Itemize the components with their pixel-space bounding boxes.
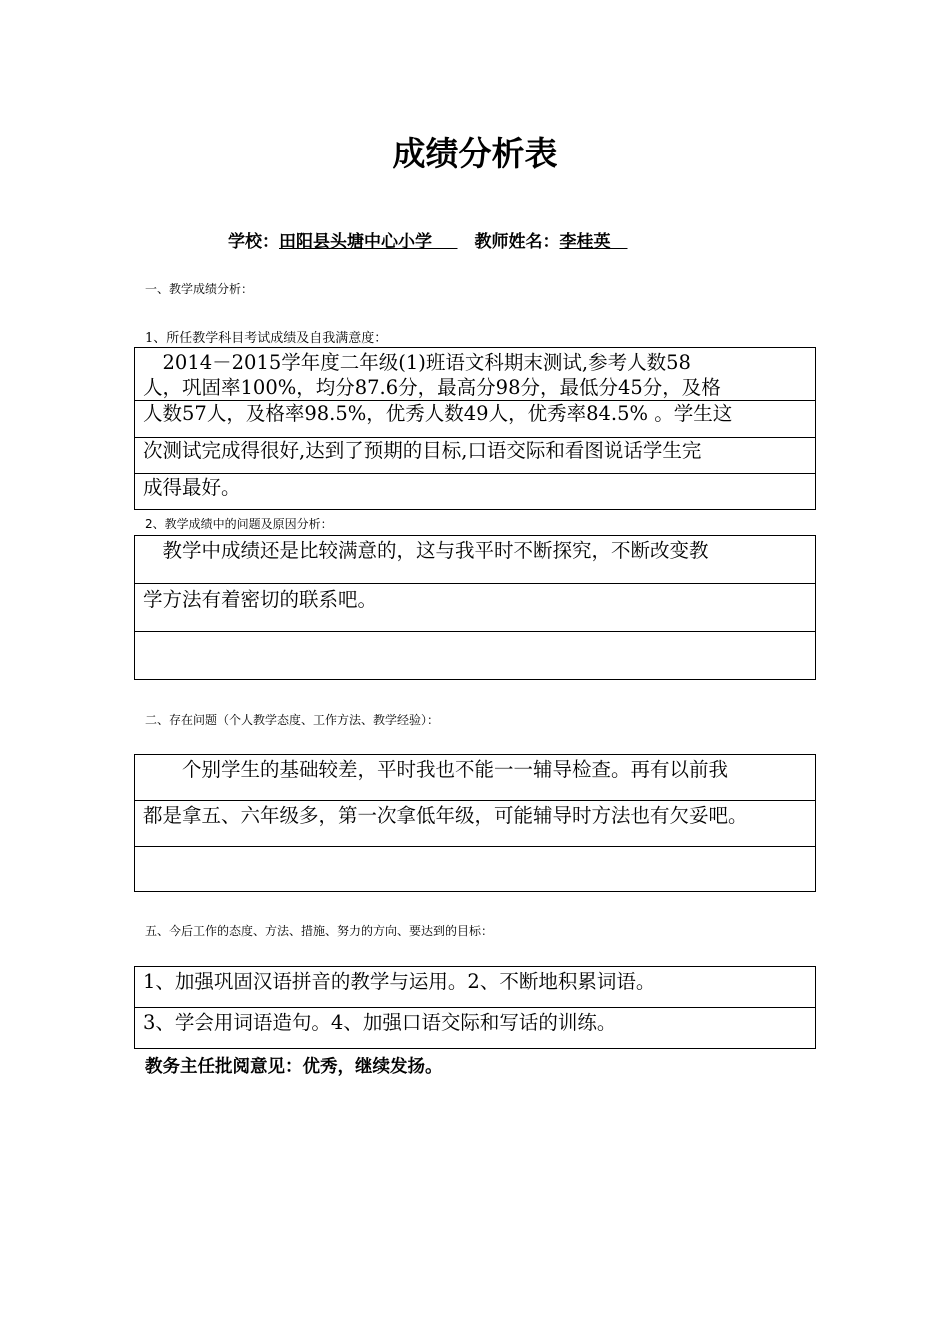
q1-answer-box xyxy=(134,347,816,510)
q2-answer-box xyxy=(134,535,816,680)
review-label: 教务主任批阅意见： xyxy=(145,1057,303,1077)
section2-line: 都是拿五、六年级多，第一次拿低年级，可能辅导时方法也有欠妥吧。 xyxy=(143,804,748,827)
school-value: 田阳县头塘中心小学 xyxy=(279,232,432,252)
review-comment xyxy=(145,1053,443,1078)
header-info xyxy=(228,227,628,252)
review-value: 优秀，继续发扬。 xyxy=(302,1057,443,1077)
q1-line: 人数57人，及格率98.5%，优秀人数49人，优秀率84.5% 。学生这 xyxy=(143,402,733,425)
q1-line: 2014－2015学年度二年级(1)班语文科期末测试,参考人数58 xyxy=(143,351,691,374)
q1-line: 人，巩固率100%，均分87.6分，最高分98分，最低分45分，及格 xyxy=(143,376,721,399)
section5-line: 1、加强巩固汉语拼音的教学与运用。2、不断地积累词语。 xyxy=(143,970,656,993)
q2-label: 2、教学成绩中的问题及原因分析： xyxy=(145,517,333,531)
section2-line: 个别学生的基础较差，平时我也不能一一辅导检查。再有以前我 xyxy=(143,758,729,781)
section5-line: 3、学会用词语造句。4、加强口语交际和写话的训练。 xyxy=(143,1011,617,1034)
teacher-label: 教师姓名： xyxy=(474,232,560,252)
section2-heading: 二、存在问题（个人教学态度、工作方法、教学经验）： xyxy=(145,713,440,727)
q2-line: 教学中成绩还是比较满意的，这与我平时不断探究，不断改变教 xyxy=(143,539,709,562)
section1-heading: 一、教学成绩分析： xyxy=(145,282,254,296)
q1-label: 1、所任教学科目考试成绩及自我满意度： xyxy=(145,331,388,346)
q1-line: 成得最好。 xyxy=(143,476,241,499)
q2-line: 学方法有着密切的联系吧。 xyxy=(143,588,378,611)
section2-answer-box xyxy=(134,754,816,892)
teacher-value: 李桂英 xyxy=(559,232,611,252)
section5-answer-box xyxy=(134,966,816,1049)
section5-heading: 五、今后工作的态度、方法、措施、努力的方向、要达到的目标： xyxy=(145,924,494,938)
page-title: 成绩分析表 xyxy=(392,134,558,173)
school-label: 学校： xyxy=(228,232,279,252)
q1-line: 次测试完成得很好,达到了预期的目标,口语交际和看图说话学生完 xyxy=(143,439,702,462)
